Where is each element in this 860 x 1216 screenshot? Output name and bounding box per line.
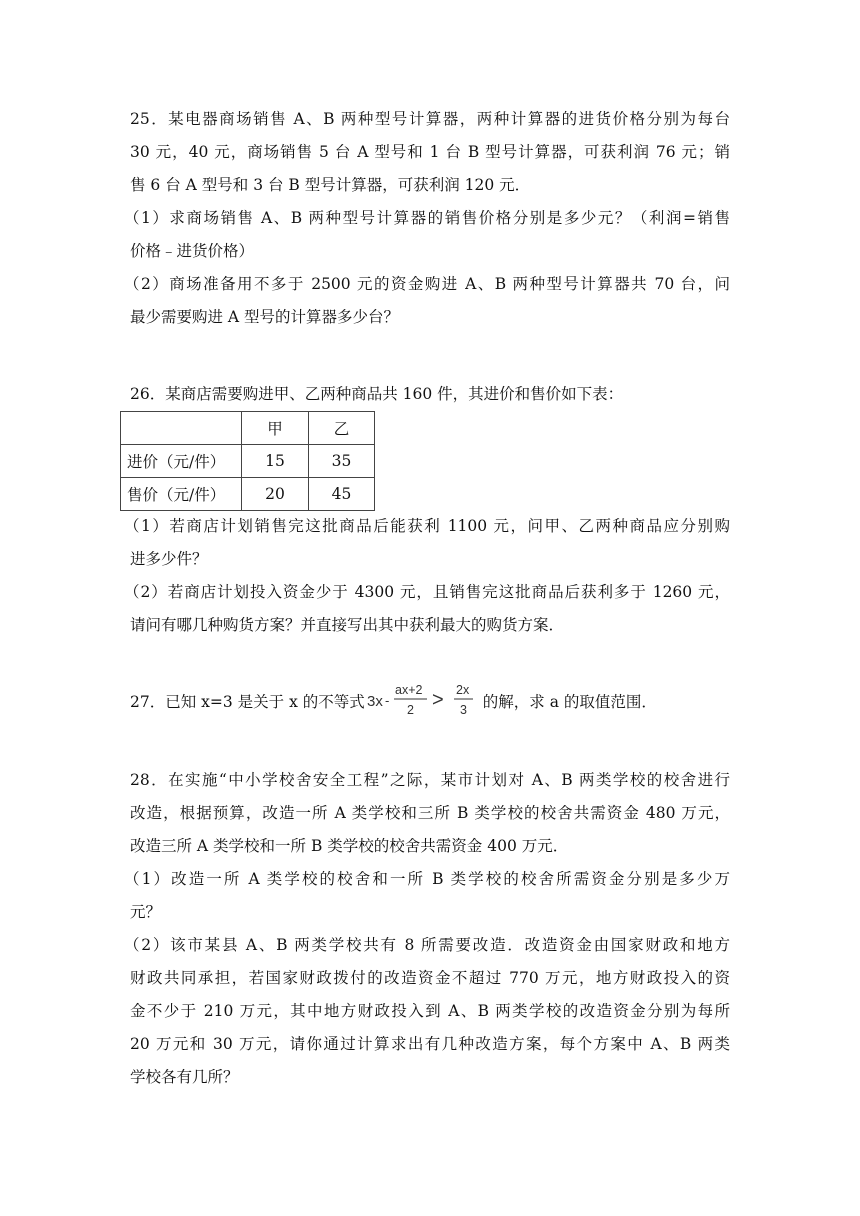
problem-26-question-2: （2）若商店计划投入资金少于 4300 元，且销售完这批商品后获利多于 1260 元， [124,583,730,601]
problem-28-line: 金不少于 210 万元，其中地方财政投入到 A、B 两类学校的改造资金分别为每所 [130,1002,730,1020]
table-cell: 45 [309,478,375,511]
problem-26-line: 进多少件？ [130,550,208,568]
formula-denominator-1: 2 [406,703,414,717]
formula-numerator-1: ax+2 [394,683,423,697]
table-cell: 35 [309,445,375,478]
problem-27-line [130,680,730,724]
problem-25-question-1: （1）求商场销售 A、B 两种型号计算器的销售价格分别是多少元？（利润=销售 [124,209,730,227]
table-header-cell: 甲 [242,412,309,445]
problem-25-question-2: （2）商场准备用不多于 2500 元的资金购进 A、B 两种型号计算器共 70 台，问 [124,275,730,293]
problem-28-line: 元？ [130,903,162,921]
problem-28-line: 改造三所 A 类学校和一所 B 类学校的校舍共需资金 400 万元． [130,837,569,855]
formula-minus: - [384,693,390,708]
table-row [121,412,375,445]
problem-28-line: 财政共同承担，若国家财政拨付的改造资金不超过 770 万元，地方财政投入的资 [130,969,730,987]
problem-26 [127,378,730,511]
problem-28-question-1: （1）改造一所 A 类学校的校舍和一所 B 类学校的校舍所需资金分别是多少万 [124,870,730,888]
problem-28-line: 改造，根据预算，改造一所 A 类学校和三所 B 类学校的校舍共需资金 480 万元， [130,804,730,822]
problem-27-text-before: 27．已知 x=3 是关于 x 的不等式 [130,693,365,711]
problem-28-line: 学校各有几所？ [130,1068,239,1086]
formula-relation: > [431,689,444,711]
problem-25-line: 30 元，40 元，商场销售 5 台 A 型号和 1 台 B 型号计算器，可获利润 76 元；销 [130,143,730,161]
problem-25 [124,103,730,334]
table-cell: 20 [242,478,309,511]
price-table [120,411,375,511]
problem-28-question-2: （2）该市某县 A、B 两类学校共有 8 所需要改造．改造资金由国家财政和地方 [124,936,730,954]
problem-25-line: 最少需要购进 A 型号的计算器多少台？ [130,308,400,326]
formula-lhs: 3x [366,693,383,710]
problem-26-line: 请问有哪几种购货方案？并直接写出其中获利最大的购货方案． [130,616,565,634]
problem-28-line: 28．在实施“中小学校舍安全工程”之际，某市计划对 A、B 两类学校的校舍进行 [130,771,730,789]
table-cell [121,412,242,445]
table-row-label: 进价（元/件） [121,445,242,478]
problem-26-questions [124,510,730,642]
table-cell: 15 [242,445,309,478]
problem-25-line: 售 6 台 A 型号和 3 台 B 型号计算器，可获利润 120 元． [130,176,531,194]
problem-27 [130,680,730,724]
table-row-label: 售价（元/件） [121,478,242,511]
table-row [121,445,375,478]
problem-26-intro: 26．某商店需要购进甲、乙两种商品共 160 件，其进价和售价如下表： [130,385,624,403]
problem-27-text-after: 的解，求 a 的取值范围． [482,693,657,711]
problem-28 [124,764,730,1094]
formula-numerator-2: 2x [455,683,469,697]
formula-denominator-2: 3 [459,703,467,717]
problem-26-question-1: （1）若商店计划销售完这批商品后能获利 1100 元，问甲、乙两种商品应分别购 [124,517,730,535]
problem-28-line: 20 万元和 30 万元，请你通过计算求出有几种改造方案，每个方案中 A、B 两类 [130,1035,730,1053]
problem-25-line: 25．某电器商场销售 A、B 两种型号计算器，两种计算器的进货价格分别为每台 [130,110,730,128]
inequality-formula [365,680,483,722]
table-row [121,478,375,511]
problem-25-line: 价格﹣进货价格） [130,242,255,260]
table-header-cell: 乙 [309,412,375,445]
